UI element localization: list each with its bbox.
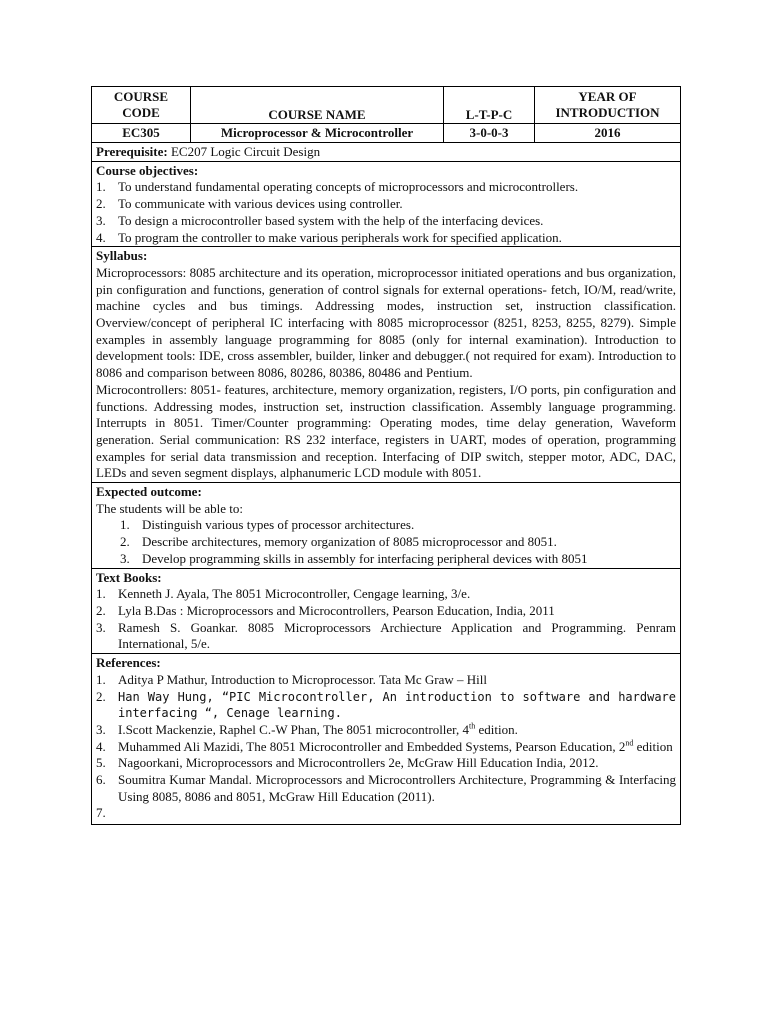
syllabus-title: Syllabus: bbox=[96, 248, 148, 264]
objectives-section bbox=[91, 162, 681, 248]
prerequisite-label: Prerequisite: bbox=[96, 144, 168, 159]
course-code-header bbox=[92, 87, 191, 124]
outcome-intro: The students will be able to: bbox=[96, 500, 243, 516]
reference-item bbox=[96, 689, 676, 722]
year-cell: 2016 bbox=[535, 124, 681, 143]
textbook-item: 2. Lyla B.Das : Microprocessors and Microcontrollers, Pearson Education, India, 2011 bbox=[96, 602, 555, 618]
objective-text: To communicate with various devices using controller. bbox=[118, 196, 403, 212]
objectives-title: Course objectives: bbox=[96, 162, 199, 178]
reference-item bbox=[96, 672, 676, 689]
syllabus-section bbox=[91, 247, 681, 483]
reference-text: Han Way Hung, “PIC Microcontroller, An introduction to software and hardware interfacing “, Cenage learning. bbox=[118, 689, 676, 721]
objective-item: 1. To understand fundamental operating concepts of microprocessors and microcontrollers. bbox=[96, 179, 579, 195]
reference-text-end: edition bbox=[633, 738, 673, 754]
textbook-item: 3. Ramesh S. Goankar. 8085 Microprocessors Archiecture Application and Programming. Penram International, 5/e. bbox=[96, 619, 676, 652]
references-title: References: bbox=[96, 655, 161, 671]
textbooks-section bbox=[91, 569, 681, 655]
reference-number: 5. bbox=[96, 755, 106, 771]
reference-item bbox=[96, 739, 676, 756]
ltpc-header: L-T-P-C bbox=[444, 87, 535, 124]
textbooks-title: Text Books: bbox=[96, 569, 162, 585]
textbook-text: Lyla B.Das : Microprocessors and Microcontrollers, Pearson Education, India, 2011 bbox=[118, 602, 555, 618]
outcome-item: 2. Describe architectures, memory organization of 8085 microprocessor and 8051. bbox=[120, 534, 557, 550]
reference-text: Muhammed Ali Mazidi, The 8051 Microcontroller and Embedded Systems, Pearson Education, 2 bbox=[118, 738, 626, 754]
objective-item: 4. To program the controller to make various peripherals work for specified application. bbox=[96, 229, 562, 245]
reference-number: 2. bbox=[96, 688, 106, 704]
year-header bbox=[535, 87, 681, 124]
outcome-text: Describe architectures, memory organization of 8085 microprocessor and 8051. bbox=[142, 534, 557, 550]
reference-number: 4. bbox=[96, 738, 106, 754]
year-header-line1: YEAR OF bbox=[578, 89, 637, 104]
reference-number: 6. bbox=[96, 772, 106, 788]
course-code-header-line2: CODE bbox=[122, 105, 160, 120]
reference-superscript: th bbox=[469, 721, 476, 731]
course-info-table bbox=[91, 86, 681, 143]
reference-text-end: edition. bbox=[475, 721, 518, 737]
year-header-line2: INTRODUCTION bbox=[555, 105, 660, 120]
reference-text: I.Scott Mackenzie, Raphel C.-W Phan, The 8051 microcontroller, 4 bbox=[118, 721, 469, 737]
reference-item bbox=[96, 805, 676, 822]
textbook-text: Kenneth J. Ayala, The 8051 Microcontroller, Cengage learning, 3/e. bbox=[118, 586, 471, 602]
reference-item bbox=[96, 755, 676, 772]
reference-text: Soumitra Kumar Mandal. Microprocessors and Microcontrollers Architecture, Programming & Interfacing Using 8085, 8086 and 8051, McGraw Hill Education (2011). bbox=[118, 772, 676, 804]
outcome-title: Expected outcome: bbox=[96, 484, 202, 500]
course-name-cell: Microprocessor & Microcontroller bbox=[191, 124, 444, 143]
textbook-text: Ramesh S. Goankar. 8085 Microprocessors Archiecture Application and Programming. Penram International, 5/e. bbox=[118, 619, 676, 652]
reference-superscript: nd bbox=[625, 738, 634, 748]
objective-item: 3. To design a microcontroller based system with the help of the interfacing devices. bbox=[96, 212, 544, 228]
course-code-header-line1: COURSE bbox=[113, 89, 169, 104]
prerequisite-section bbox=[91, 143, 681, 162]
reference-text-empty bbox=[118, 805, 121, 820]
reference-text: Aditya P Mathur, Introduction to Microprocessor. Tata Mc Graw – Hill bbox=[118, 671, 488, 687]
outcome-item: 3. Develop programming skills in assembly for interfacing peripheral devices with 8051 bbox=[120, 550, 588, 566]
syllabus-microcontrollers-paragraph: Microcontrollers: 8051- features, architecture, memory organization, registers, I/O ports, pin configuration and functions. Addressing modes, instruction set, instruction classification. Assembly language programming. Interrupts in 8051. Timer/Counter programming: Operating modes, time delay generation, Waveform generation. Serial communication: RS 232 interface, registers in UART, modes of operation, programming examples for serial data transmission and reception. Interfacing of DIP switch, stepper motor, ADC, DAC, LEDs and seven segment displays, alphanumeric LCD module with 8051. bbox=[96, 381, 676, 481]
reference-number: 3. bbox=[96, 721, 106, 737]
syllabus-microprocessors-paragraph: Microprocessors: 8085 architecture and its operation, microprocessor initiated operations and bus organization, pin configuration and functions, generation of control signals for external operations- fetch, IO/M, read/write, machine cycles and bus timings. Addressing modes, instruction set, instruction classification. Overview/concept of peripheral IC interfacing with 8085 microprocessor (8251, 8253, 8255, 8279). Simple examples in assembly language programming for 8085 (only for internal examination). Introduction to development tools: IDE, cross assembler, builder, linker and debugger.( not required for exam). Introduction to 8086 and comparison between 8086, 80286, 80386, 80486 and Pentium. bbox=[96, 264, 676, 381]
ltpc-cell: 3-0-0-3 bbox=[444, 124, 535, 143]
course-code-cell: EC305 bbox=[92, 124, 191, 143]
reference-item bbox=[96, 722, 676, 739]
outcome-item: 1. Distinguish various types of processor architectures. bbox=[120, 517, 415, 533]
syllabus-page bbox=[91, 86, 681, 825]
objective-item: 2. To communicate with various devices using controller. bbox=[96, 196, 403, 212]
objective-text: To understand fundamental operating concepts of microprocessors and microcontrollers. bbox=[118, 179, 579, 195]
objective-text: To design a microcontroller based system with the help of the interfacing devices. bbox=[118, 212, 544, 228]
outcome-text: Distinguish various types of processor architectures. bbox=[142, 517, 415, 533]
outcome-section bbox=[91, 483, 681, 569]
reference-item bbox=[96, 772, 676, 805]
reference-number: 7. bbox=[96, 805, 106, 821]
reference-number: 1. bbox=[96, 671, 106, 687]
outcome-text: Develop programming skills in assembly for interfacing peripheral devices with 8051 bbox=[142, 550, 588, 566]
course-name-header: COURSE NAME bbox=[191, 87, 444, 124]
textbook-item: 1. Kenneth J. Ayala, The 8051 Microcontroller, Cengage learning, 3/e. bbox=[96, 586, 471, 602]
prerequisite-value: EC207 Logic Circuit Design bbox=[167, 144, 321, 159]
references-section bbox=[91, 654, 681, 825]
objective-text: To program the controller to make various peripherals work for specified application. bbox=[118, 229, 562, 245]
reference-text: Nagoorkani, Microprocessors and Microcontrollers 2e, McGraw Hill Education India, 2012. bbox=[118, 755, 599, 771]
